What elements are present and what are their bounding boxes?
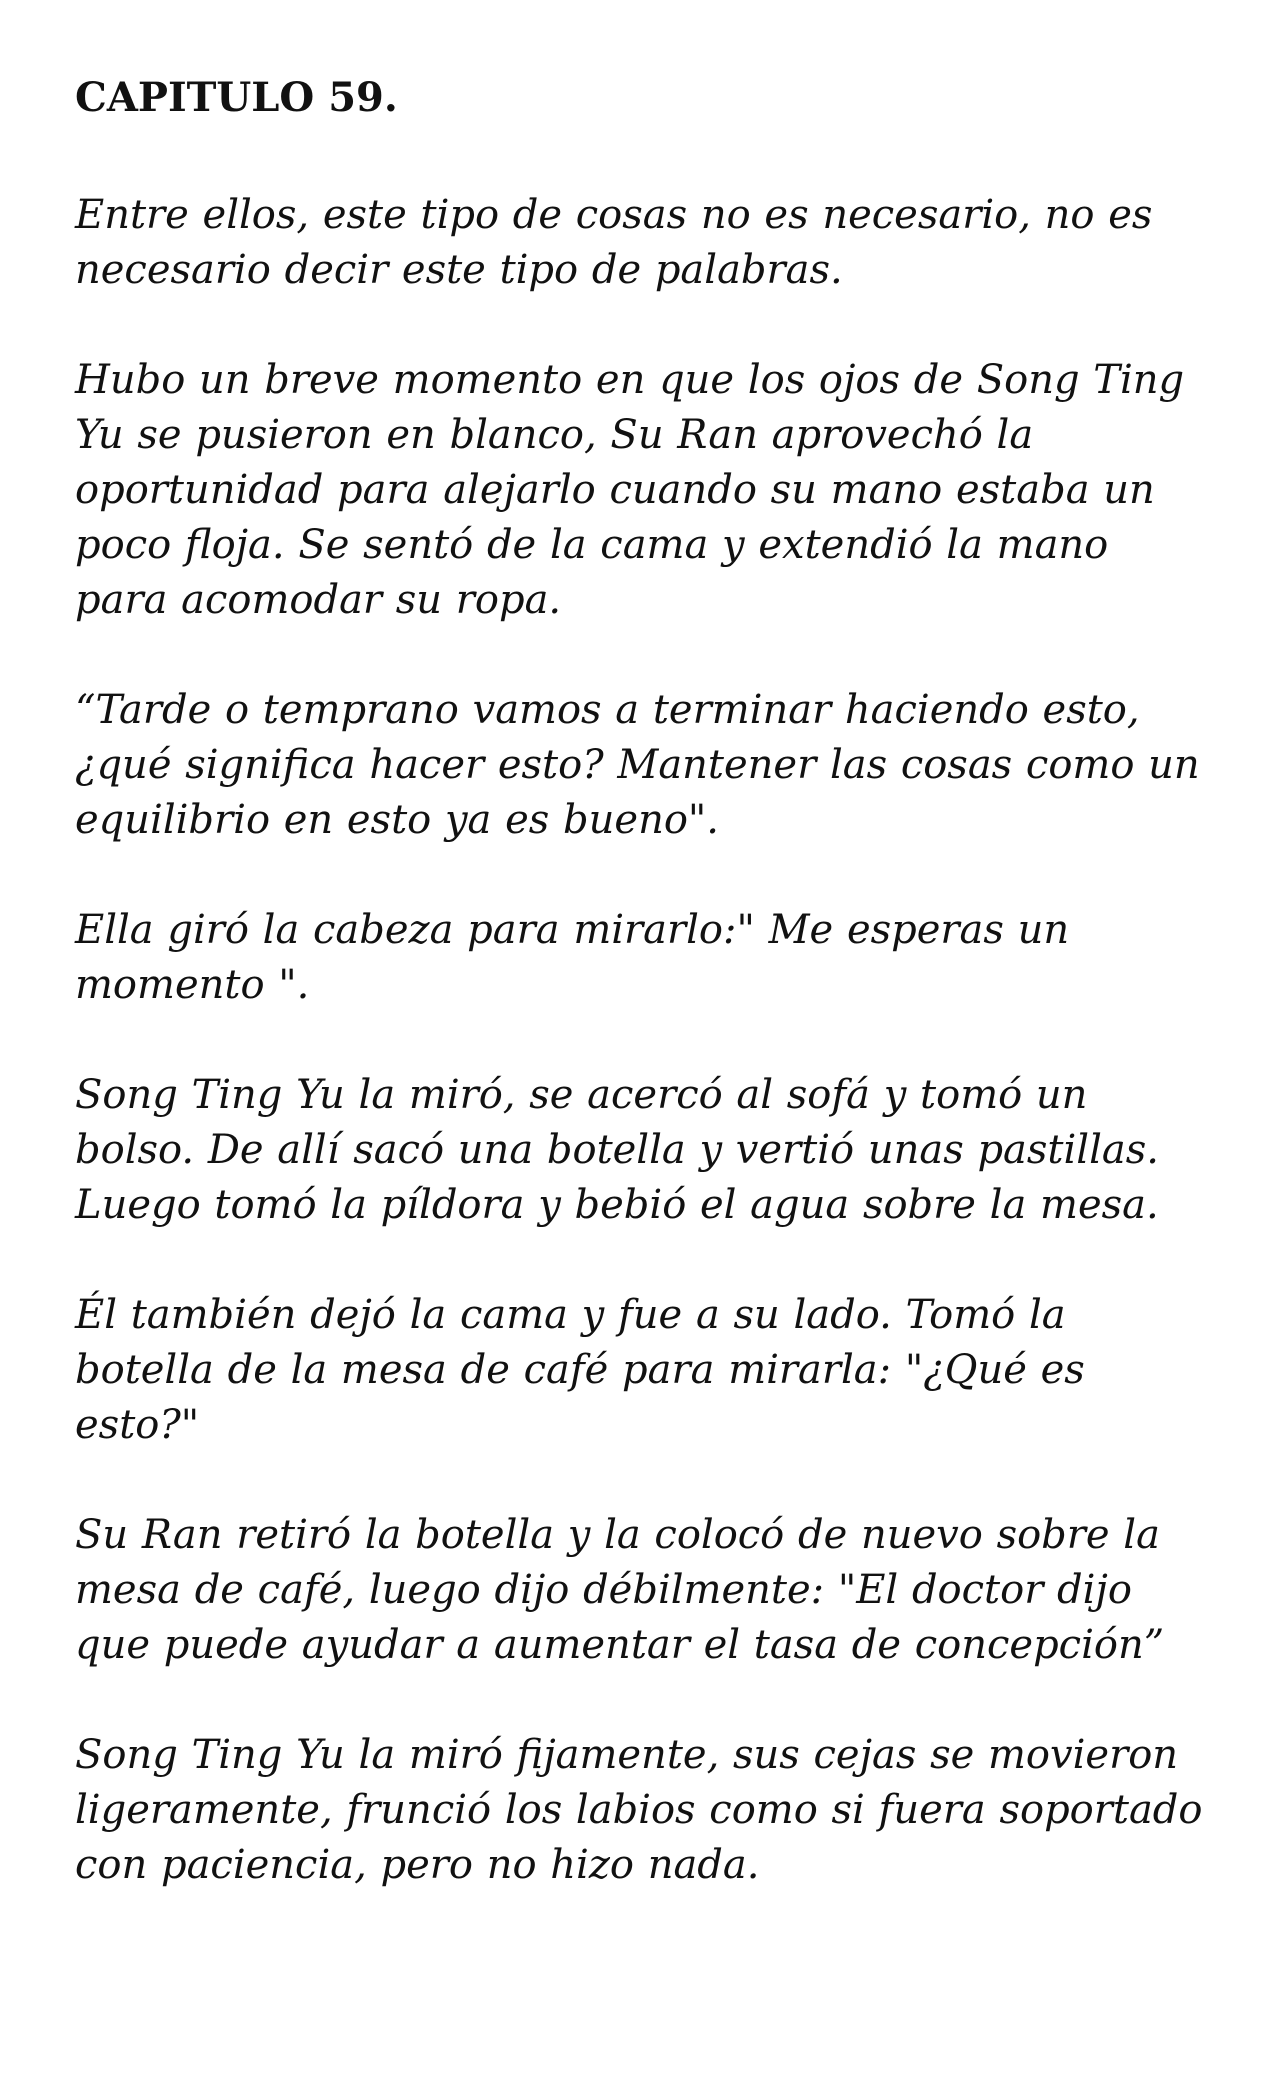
document-page	[75, 68, 1205, 1948]
chapter-title: CAPITULO 59.	[75, 74, 398, 121]
paragraph-8: Song Ting Yu la miró fijamente, sus cejas se movieron ligeramente, frunció los labios como si fuera soportado con paciencia, pero no hizo nada.	[75, 1732, 1203, 1888]
paragraph-6: Él también dejó la cama y fue a su lado. Tomó la botella de la mesa de café para mirarla: "¿Qué es esto?"	[75, 1292, 1085, 1448]
paragraph-5: Song Ting Yu la miró, se acercó al sofá y tomó un bolso. De allí sacó una botella y vertió unas pastillas. Luego tomó la píldora y bebió el agua sobre la mesa.	[75, 1072, 1159, 1228]
paragraph-4: Ella giró la cabeza para mirarlo:" Me esperas un momento ".	[75, 907, 1070, 1008]
paragraph-7: Su Ran retiró la botella y la colocó de nuevo sobre la mesa de café, luego dijo débilmente: "El doctor dijo que puede ayudar a aumentar el tasa de concepción”	[75, 1512, 1165, 1668]
paragraph-3: “Tarde o temprano vamos a terminar haciendo esto, ¿qué significa hacer esto? Mantener las cosas como un equilibrio en esto ya es bueno".	[75, 687, 1200, 843]
paragraph-2: Hubo un breve momento en que los ojos de Song Ting Yu se pusieron en blanco, Su Ran aprovechó la oportunidad para alejarlo cuando su mano estaba un poco floja. Se sentó de la cama y extendió la mano para acomodar su ropa.	[75, 357, 1185, 623]
paragraph-1: Entre ellos, este tipo de cosas no es necesario, no es necesario decir este tipo de palabras.	[75, 192, 1153, 293]
